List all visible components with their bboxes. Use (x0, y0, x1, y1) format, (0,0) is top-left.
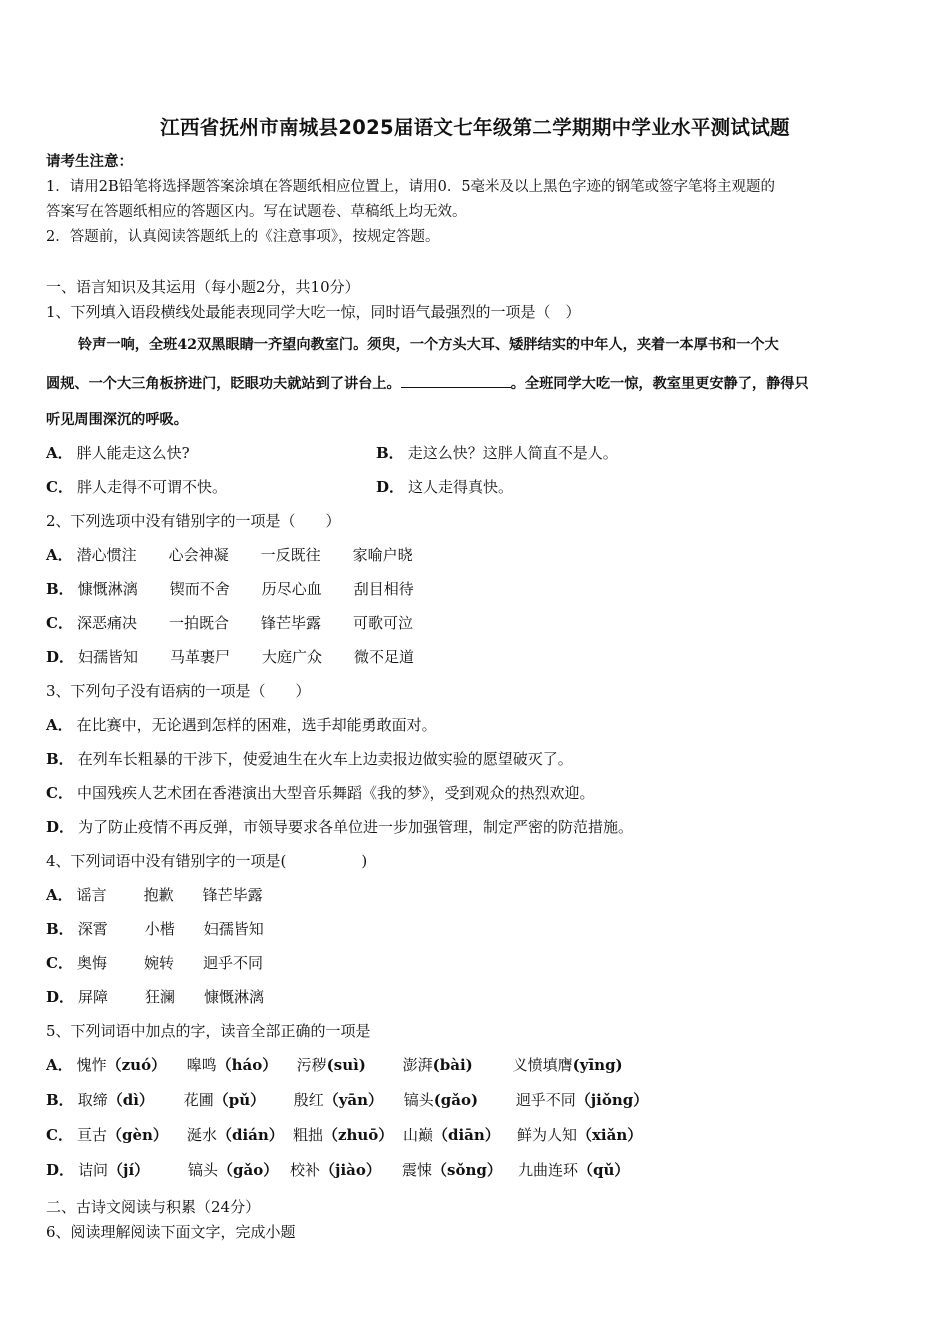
option-word: 亘古 (76, 1126, 107, 1144)
q3-option-a[interactable] (46, 715, 437, 735)
option-word: 校补 (290, 1161, 321, 1179)
pinyin: （qǔ） (578, 1161, 630, 1179)
pinyin: (suì) (326, 1056, 366, 1074)
pinyin: (gǎo) (433, 1091, 479, 1109)
option-word: 殷红 (293, 1091, 324, 1109)
q5-option-b[interactable] (46, 1090, 648, 1110)
q1-passage-line2-end: 。全班同学大吃一惊，教室里更安静了，静得只 (510, 376, 809, 392)
option-text: 在列车长粗暴的干涉下，使爱迪生在火车上边卖报边做实验的愿望破灭了。 (77, 750, 573, 768)
pinyin: （zhuō） (322, 1126, 394, 1144)
option-word: 抱歉 (143, 886, 174, 904)
option-word: 谣言 (76, 886, 107, 904)
notice-heading: 请考生注意： (46, 153, 133, 170)
q2-option-a[interactable] (46, 545, 413, 565)
q1-passage-line2 (46, 373, 906, 394)
option-word: 镐头 (403, 1091, 434, 1109)
q1-passage-line1: 铃声一响，全班42双黑眼睛一齐望向教室门。须臾，一个方头大耳、矮胖结实的中年人，夹着一本厚书和一个大 (78, 337, 779, 353)
option-word: 迥乎不同 (515, 1091, 576, 1109)
q1-passage-line2-start: 圆规、一个大三角板挤进门，眨眼功夫就站到了讲台上。 (46, 376, 401, 392)
option-word: 马革裹尸 (170, 648, 231, 666)
pinyin: (yīng) (572, 1056, 623, 1074)
option-word: 微不足道 (354, 648, 415, 666)
option-word: 锲而不舍 (169, 580, 230, 598)
option-letter: B． (46, 1091, 74, 1109)
option-text: 为了防止疫情不再反弹，市领导要求各单位进一步加强管理，制定严密的防范措施。 (78, 818, 634, 836)
option-word: 取缔 (77, 1091, 108, 1109)
option-word: 慷慨淋漓 (204, 988, 265, 1006)
option-letter: B． (376, 444, 404, 462)
option-word: 污秽 (296, 1056, 327, 1074)
pinyin: （jiǒng） (575, 1091, 649, 1109)
pinyin: （jí） (108, 1161, 150, 1179)
exam-title: 江西省抚州市南城县2025届语文七年级第二学期期中学业水平测试试题 (160, 116, 790, 139)
notice-item2: 2．答题前，认真阅读答题纸上的《注意事项》，按规定答题。 (46, 229, 440, 245)
option-word: 山巅 (402, 1126, 433, 1144)
option-word: 迥乎不同 (202, 954, 263, 972)
option-letter: A． (46, 546, 73, 564)
q5-option-d[interactable] (46, 1160, 629, 1180)
option-word: 震悚 (402, 1161, 433, 1179)
option-word: 家喻户晓 (352, 546, 413, 564)
option-word: 潜心惯注 (76, 546, 137, 564)
option-word: 澎湃 (402, 1056, 433, 1074)
option-word: 镐头 (188, 1161, 219, 1179)
q2-option-b[interactable] (46, 579, 414, 599)
notice-item1-line1: 1．请用2B铅笔将选择题答案涂填在答题纸相应位置上，请用0．5毫米及以上黑色字迹的钢笔或签字笔将主观题的 (46, 179, 776, 195)
option-letter: D． (46, 648, 75, 666)
q4-option-b[interactable] (46, 919, 264, 939)
option-word: 锋芒毕露 (202, 886, 263, 904)
pinyin: （diān） (432, 1126, 500, 1144)
q2-option-c[interactable] (46, 613, 413, 633)
option-letter: A． (46, 444, 73, 462)
option-word: 婉转 (143, 954, 174, 972)
q5-stem: 5、下列词语中加点的字，读音全部正确的一项是 (46, 1022, 371, 1040)
option-word: 九曲连环 (518, 1161, 579, 1179)
pinyin: （dián） (216, 1126, 284, 1144)
option-word: 慷慨淋漓 (77, 580, 138, 598)
option-word: 狂澜 (145, 988, 176, 1006)
option-text: 这人走得真快。 (408, 478, 514, 496)
q4-option-c[interactable] (46, 953, 263, 973)
q3-option-d[interactable] (46, 817, 633, 837)
option-word: 涎水 (186, 1126, 217, 1144)
option-word: 屏障 (78, 988, 109, 1006)
q3-stem: 3、下列句子没有语病的一项是（ ） (46, 682, 311, 700)
option-text: 胖人能走这么快? (76, 444, 190, 462)
option-letter: D． (46, 1161, 75, 1179)
option-letter: B． (46, 750, 74, 768)
option-word: 粗拙 (292, 1126, 323, 1144)
q2-stem: 2、下列选项中没有错别字的一项是（ ） (46, 512, 341, 530)
option-word: 深霄 (77, 920, 108, 938)
q4-stem: 4、下列词语中没有错别字的一项是( ) (46, 852, 368, 870)
q5-option-a[interactable] (46, 1055, 623, 1075)
option-word: 诘问 (78, 1161, 109, 1179)
notice-item1-line2: 答案写在答题纸相应的答题区内。写在试题卷、草稿纸上均无效。 (46, 204, 467, 220)
q1-passage-line3: 听见周围深沉的呼吸。 (46, 412, 188, 428)
pinyin: （xiǎn） (576, 1126, 643, 1144)
option-word: 一反既往 (260, 546, 321, 564)
pinyin: （yān） (323, 1091, 384, 1109)
option-word: 奥悔 (76, 954, 107, 972)
option-text: 中国残疾人艺术团在香港演出大型音乐舞蹈《我的梦》，受到观众的热烈欢迎。 (76, 784, 595, 802)
option-word: 心会神凝 (168, 546, 229, 564)
option-word: 嗥鸣 (186, 1056, 217, 1074)
pinyin: （háo） (216, 1056, 278, 1074)
option-word: 可歌可泣 (352, 614, 413, 632)
pinyin: (bài) (432, 1056, 473, 1074)
option-text: 在比赛中，无论遇到怎样的困难，选手却能勇敢面对。 (76, 716, 437, 734)
section1-heading: 一、语言知识及其运用（每小题2分，共10分） (46, 278, 360, 296)
q1-option-a[interactable] (46, 443, 190, 463)
pinyin: （pǔ） (213, 1091, 266, 1109)
option-word: 小楷 (144, 920, 175, 938)
option-word: 义愤填膺 (512, 1056, 573, 1074)
q1-blank (401, 373, 511, 388)
q1-option-d[interactable] (376, 477, 513, 497)
pinyin: （gèn） (106, 1126, 168, 1144)
option-word: 锋芒毕露 (260, 614, 321, 632)
option-word: 愧怍 (76, 1056, 107, 1074)
option-letter: B． (46, 920, 74, 938)
q2-option-d[interactable] (46, 647, 414, 667)
option-word: 刮目相待 (353, 580, 414, 598)
option-word: 一拍既合 (168, 614, 229, 632)
q1-option-b[interactable] (376, 443, 618, 463)
option-letter: C． (46, 954, 73, 972)
option-word: 鲜为人知 (516, 1126, 577, 1144)
option-word: 妇孺皆知 (78, 648, 139, 666)
q4-option-d[interactable] (46, 987, 264, 1007)
pinyin: （dì） (107, 1091, 154, 1109)
q1-option-c[interactable] (46, 477, 227, 497)
option-letter: C． (46, 1126, 73, 1144)
option-word: 大庭广众 (262, 648, 323, 666)
option-letter: D． (46, 818, 75, 836)
option-letter: C． (46, 614, 73, 632)
option-letter: B． (46, 580, 74, 598)
pinyin: （gǎo） (218, 1161, 279, 1179)
section2-heading: 二、古诗文阅读与积累（24分） (46, 1198, 261, 1216)
option-letter: D． (46, 988, 75, 1006)
option-word: 妇孺皆知 (203, 920, 264, 938)
q5-option-c[interactable] (46, 1125, 642, 1145)
option-letter: A． (46, 716, 73, 734)
option-letter: A． (46, 886, 73, 904)
pinyin: （jiào） (320, 1161, 381, 1179)
option-word: 花圃 (183, 1091, 214, 1109)
option-text: 走这么快？这胖人简直不是人。 (407, 444, 618, 462)
q3-option-c[interactable] (46, 783, 594, 803)
q3-option-b[interactable] (46, 749, 573, 769)
q1-stem: 1、下列填入语段横线处最能表现同学大吃一惊，同时语气最强烈的一项是（ ） (46, 303, 581, 321)
option-text: 胖人走得不可谓不快。 (76, 478, 227, 496)
option-letter: C． (46, 784, 73, 802)
pinyin: （sǒng） (432, 1161, 502, 1179)
option-word: 深恶痛决 (76, 614, 137, 632)
option-word: 历尽心血 (261, 580, 322, 598)
option-letter: A． (46, 1056, 73, 1074)
q6-stem: 6、阅读理解阅读下面文字，完成小题 (46, 1223, 296, 1241)
option-letter: C． (46, 478, 73, 496)
option-letter: D． (376, 478, 405, 496)
q4-option-a[interactable] (46, 885, 263, 905)
pinyin: （zuó） (106, 1056, 167, 1074)
